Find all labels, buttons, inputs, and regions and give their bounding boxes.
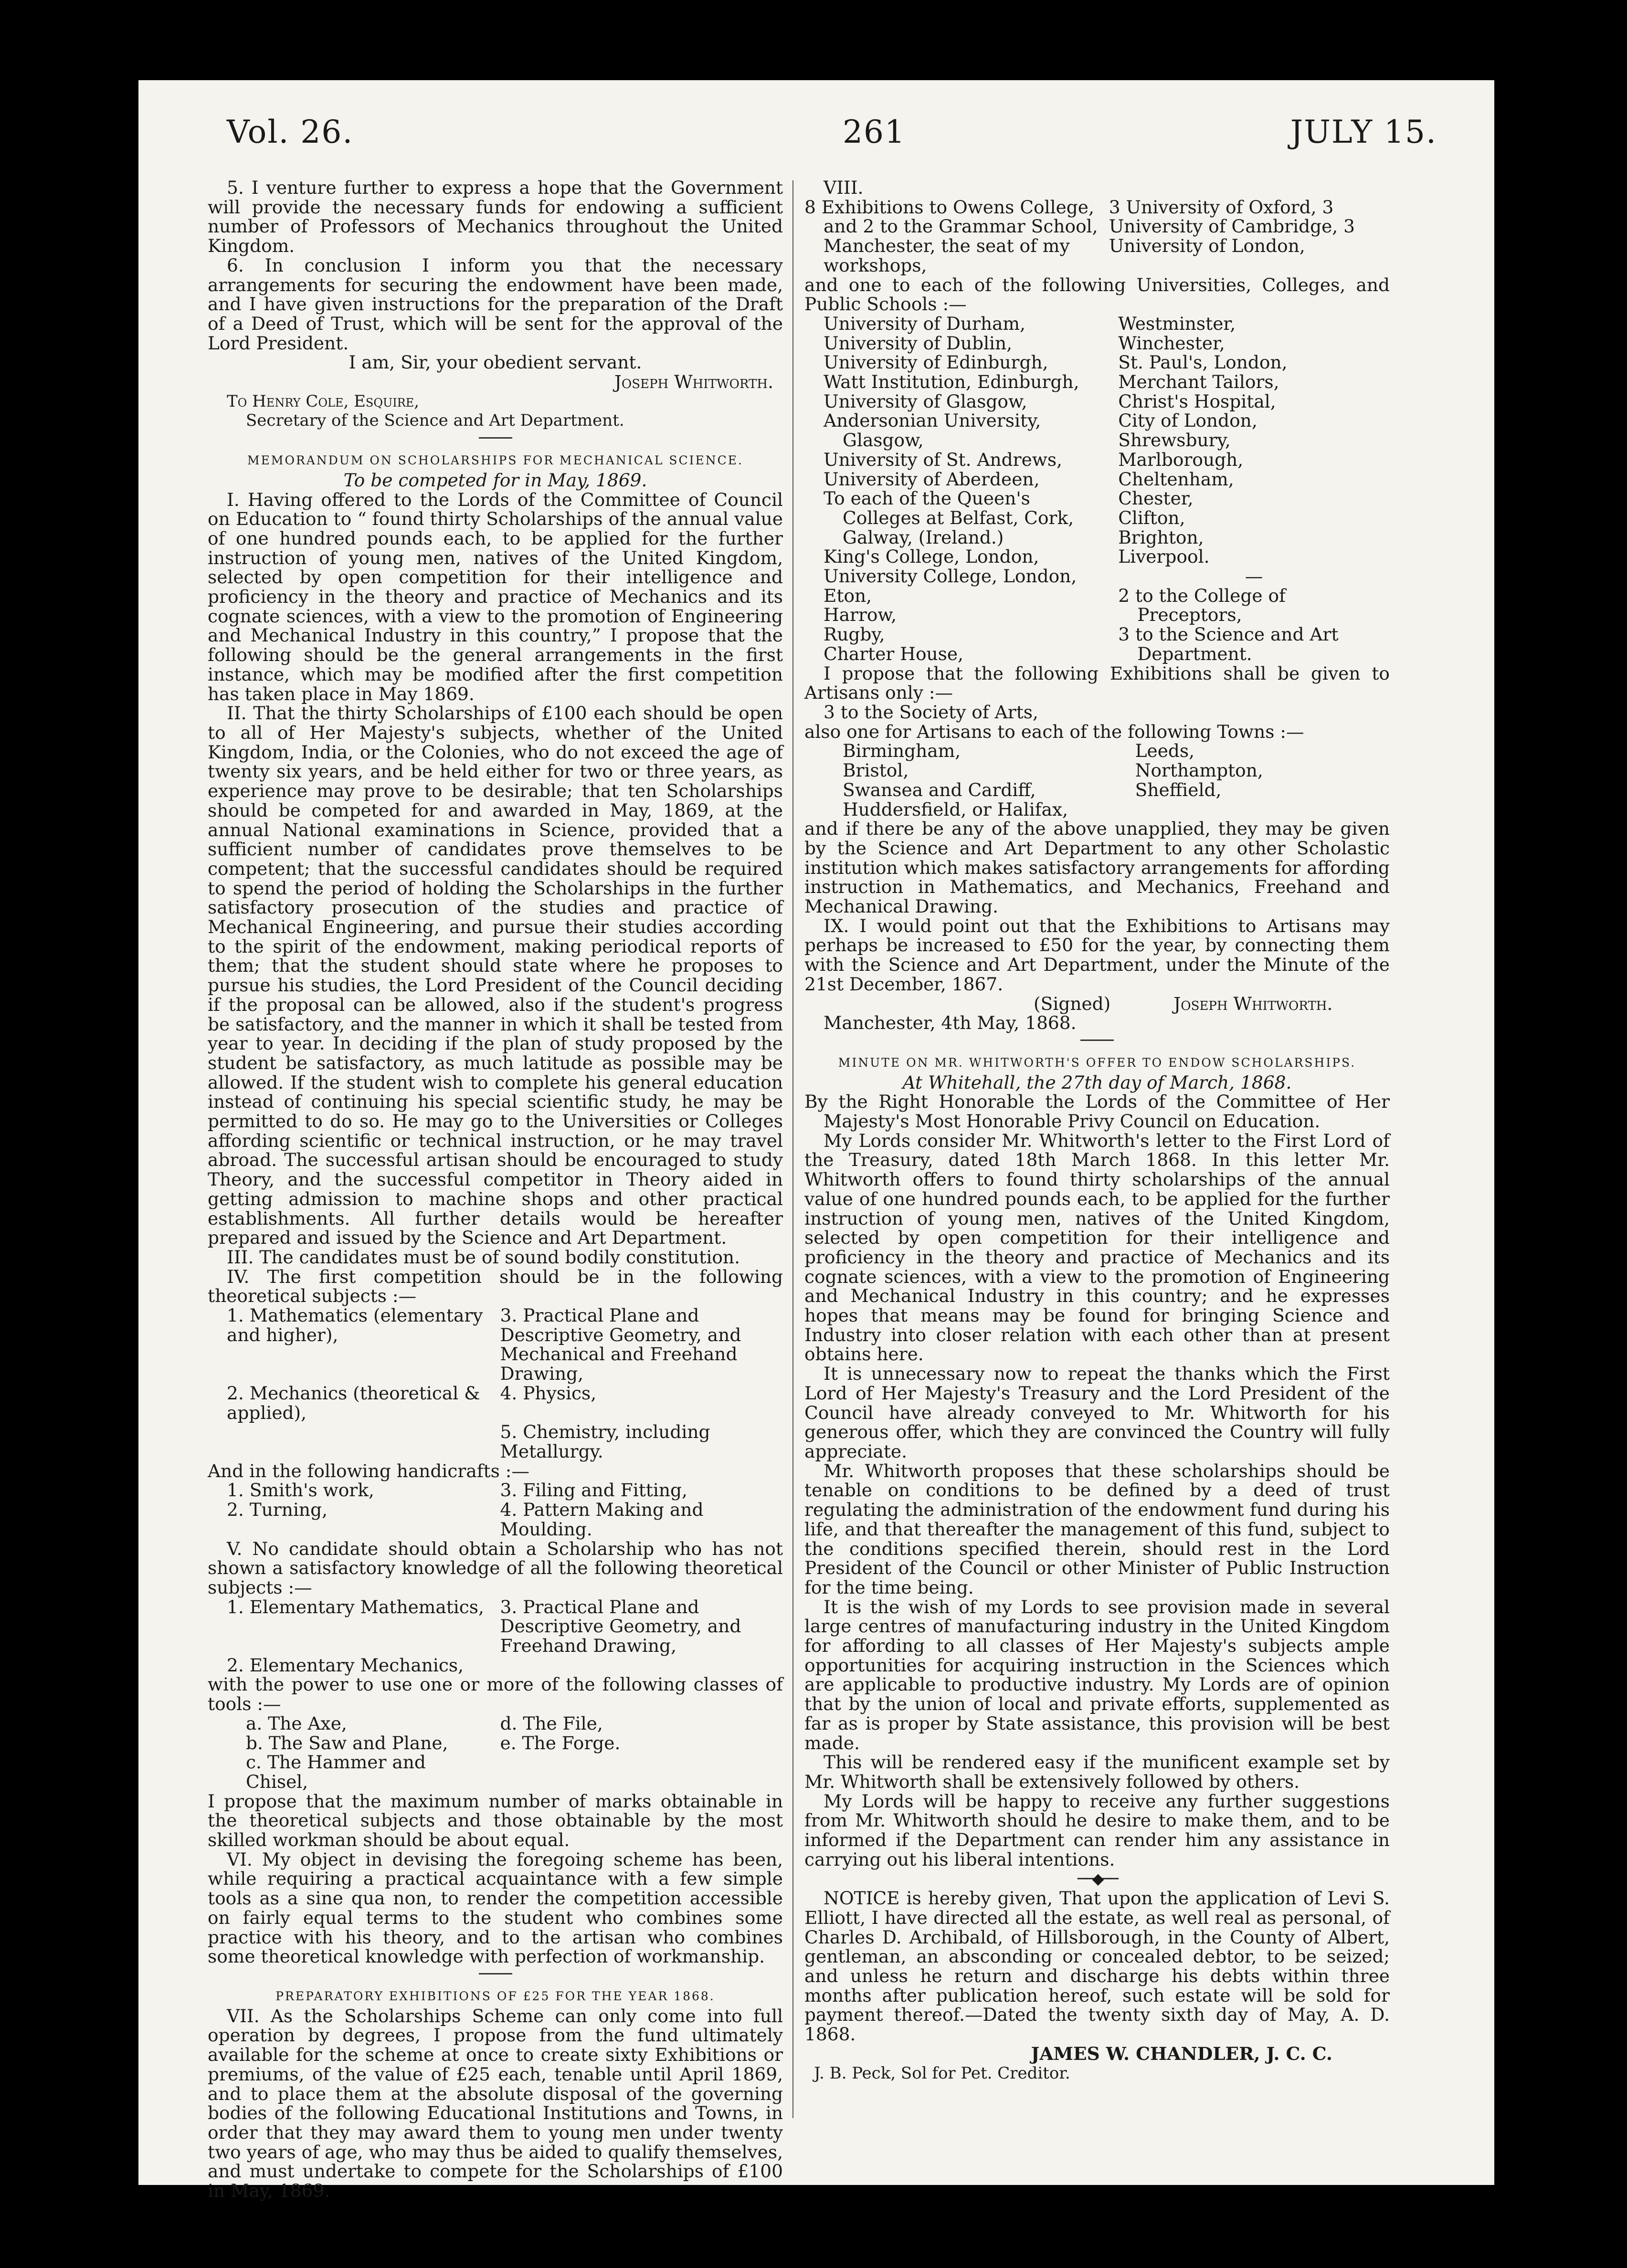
section-rule xyxy=(1080,1040,1114,1041)
minute-paragraph-3: Mr. Whitworth proposes that these scholarships should be tenable on conditions to be defined by a deed of trust regulating the administration of the endowment fund during his life, and that thereafter the management of this fund, subject to the conditions specified therein, should rest in the Lord President of the Council or other Minister of Public Instruction for the time being. xyxy=(804,1460,1390,1598)
list-item: Winchester, xyxy=(1118,332,1225,354)
page-number: 261 xyxy=(843,114,906,150)
towns-list xyxy=(804,741,1390,819)
handicrafts-intro: And in the following handicrafts :— xyxy=(208,1460,529,1481)
section-rule xyxy=(479,437,512,439)
page-header xyxy=(227,114,1437,161)
list-item: Chester, xyxy=(1118,488,1194,509)
list-item: University of Dublin, xyxy=(824,332,1013,354)
section-1: I. Having offered to the Lords of the Committee of Council on Education to “ found thirty Scholarships of the annual value of one hundred pounds each, to be applied for the further instruction of young men, natives of the United Kingdom, selected by open competition for their intelligence and proficiency in the theory and practice of Mechanics and its cognate sciences, with a view to the promotion of Engineering and Mechanical Industry in this country,” I propose that the following should be the general arrangements in the first instance, which may be modified after the first competition has taken place in May 1869. xyxy=(208,489,783,704)
list-item: 8 Exhibitions to Owens College, and 2 to the Grammar School, Manchester, the seat of my workshops, xyxy=(804,196,1098,276)
list-item: King's College, London, xyxy=(824,546,1039,567)
minute-paragraph-2: It is unnecessary now to repeat the thanks which the First Lord of Her Majesty's Treasury and the Lord President of the Council have already conveyed to Mr. Whitworth for his generous offer, which they are convinced the Country will fully appreciate. xyxy=(804,1363,1390,1462)
list-item: Harrow, xyxy=(824,604,897,626)
list-item: 4. Physics, xyxy=(500,1382,597,1404)
list-item: 3. Practical Plane and Descriptive Geometry, and Freehand Drawing, xyxy=(500,1596,741,1657)
list-item xyxy=(1135,800,1390,819)
tools-intro: with the power to use one or more of the following classes of tools :— xyxy=(208,1674,783,1715)
list-item: University of Edinburgh, xyxy=(824,352,1048,373)
list-item: Christ's Hospital, xyxy=(1118,390,1276,412)
list-item xyxy=(500,1656,783,1675)
section-6: VI. My object in devising the foregoing scheme has been, while requiring a practical acquaintance with a few simple tools as a sine qua non, to render the competition accessible on fairly equal terms to the student who combines some practice with his theory, and to the artisan who combines some theoretical knowledge with perfection of workmanship. xyxy=(208,1848,783,1967)
list-item: To each of the Queen's Colleges at Belfast, Cork, Galway, (Ireland.) xyxy=(824,488,1074,548)
list-item: Huddersfield, or Halifax, xyxy=(843,798,1068,820)
minute-authority: By the Right Honorable the Lords of the Committee of Her Majesty's Most Honorable Privy Council on Education. xyxy=(804,1091,1390,1132)
signed-name: Joseph Whitworth. xyxy=(1173,993,1333,1014)
list-item: b. The Saw and Plane, xyxy=(246,1732,448,1754)
minute-paragraph-6: My Lords will be happy to receive any further suggestions from Mr. Whitworth should he desire to make them, and to be informed if the Department can render him any assistance in carrying out his liberal intentions. xyxy=(804,1790,1390,1870)
list-item: Shrewsbury, xyxy=(1118,430,1231,451)
memorandum-subheading: To be competed for in May, 1869. xyxy=(343,469,647,491)
list-item: Merchant Tailors, xyxy=(1118,371,1279,393)
section-7: VII. As the Scholarships Scheme can only come into full operation by degrees, I propose from the fund ultimately available for the scheme at once to create sixty Exhibitions or premiums, of the value of £25 each, tenable until April 1869, and to place them at the absolute disposal of the governing bodies of the following Educational Institutions and Towns, in order that they may award them to young men under twenty two years of age, who may thus be aided to qualify themselves, and must undertake to compete for the Scholarships of £100 in May, 1869. xyxy=(208,2005,783,2202)
theoretical-subjects-list xyxy=(208,1306,783,1461)
column-divider xyxy=(792,180,793,2118)
list-item: Birmingham, xyxy=(843,740,961,762)
left-column xyxy=(208,178,783,2201)
elementary-subjects-list xyxy=(208,1597,783,1675)
list-item: 1. Smith's work, xyxy=(227,1480,374,1501)
list-item: Watt Institution, Edinburgh, xyxy=(824,371,1079,393)
list-item: 3 to the Science and Art Department. xyxy=(1118,624,1339,664)
list-item: 3. Practical Plane and Descriptive Geometry, and Mechanical and Freehand Drawing, xyxy=(500,1305,741,1385)
signed-label: (Signed) xyxy=(1034,993,1111,1014)
preparatory-heading: PREPARATORY EXHIBITIONS OF £25 FOR THE YEAR 1868. xyxy=(275,1989,715,2003)
tools-list xyxy=(208,1714,783,1792)
issue-date: JULY 15. xyxy=(1290,114,1437,150)
list-item: University of Aberdeen, xyxy=(824,468,1040,490)
handicrafts-list xyxy=(208,1480,783,1539)
notice-signature: JAMES W. CHANDLER, J. C. C. xyxy=(1031,2043,1332,2064)
minute-paragraph-1: My Lords consider Mr. Whitworth's letter to the First Lord of the Treasury, dated 18th March 1868. In this letter Mr. Whitworth offers to found thirty scholarships of the annual value of one hundred pounds each, to be applied for the further instruction of young men, natives of the United Kingdom, selected by open competition for their intelligence and proficiency in the theory and practice of Mechanics and its cognate sciences, with a view to the promotion of Engineering and Mechanical Industry in this country; and he expresses hopes that means may be found for bringing Science and Industry into closer relation with each other than at present obtains here. xyxy=(804,1130,1390,1365)
list-item: 1. Elementary Mathematics, xyxy=(227,1596,484,1617)
list-item: Brighton, xyxy=(1118,526,1204,548)
list-item: 2. Turning, xyxy=(227,1499,328,1521)
list-item: Rugby, xyxy=(824,624,885,645)
list-item: c. The Hammer and Chisel, xyxy=(246,1752,426,1792)
list-item: 1. Mathematics (elementary and higher), xyxy=(227,1305,483,1345)
list-item: 2 to the College of Preceptors, xyxy=(1118,585,1286,626)
list-item: Swansea and Cardiff, xyxy=(843,779,1036,800)
volume-label: Vol. 26. xyxy=(227,114,354,150)
list-item: d. The File, xyxy=(500,1712,603,1734)
section-2: II. That the thirty Scholarships of £100 each should be open to all of Her Majesty's subjects, whether of the United Kingdom, India, or the Colonies, who do not exceed the age of twenty six years, and be held either for two or three years, as experience may prove to be desirable; that ten Scholarships should be competed for and awarded in May, 1869, at the annual National examinations in Science, provided that a sufficient number of candidates prove themselves to be competent; that the successful candidates should be required to spend the period of holding the Scholarships in the further satisfactory prosecution of the studies and practice of Mechanical Engineering, and pursue their studies according to the spirit of the endowment, making periodical reports of them; that the student should state where he proposes to pursue his studies, the Lord President of the Council deciding if the proposal can be allowed, also if the student's progress be satisfactory, and the manner in which it shall be tested from year to year. In deciding if the plan of study proposed by the student be satisfactory, as much latitude as possible may be allowed. If the student wish to complete his general education instead of continuing his special scientific study, he may be permitted to do so. He may go to the Universities or Colleges affording scientific or technical instruction, or he may travel abroad. The successful artisan should be encouraged to study Theory, and the successful competitor in Theory aided in getting admission to machine shops and other practical establishments. All further details would be hereafter prepared and issued by the Science and Art Department. xyxy=(208,703,783,1249)
paragraph-6: 6. In conclusion I inform you that the necessary arrangements for securing the endowment have been made, and I have given instructions for the preparation of the Draft of a Deed of Trust, which will be sent for the approval of the Lord President. xyxy=(208,254,783,354)
signature-line xyxy=(804,994,1390,1014)
unapplied-paragraph: and if there be any of the above unapplied, they may be given by the Science and Art Department to any other Scholastic institution which makes satisfactory arrangements for affording instruction in Mathematics, and Mechanics, Freehand and Mechanical Drawing. xyxy=(804,818,1390,917)
list-item: University of Durham, xyxy=(824,313,1025,334)
institutions-column-right xyxy=(1118,314,1390,664)
marks-paragraph: I propose that the maximum number of marks obtainable in the theoretical subjects and those obtainable by the most skilled workman should be about equal. xyxy=(208,1790,783,1851)
section-3: III. The candidates must be of sound bodily constitution. xyxy=(227,1246,740,1268)
list-item xyxy=(208,1422,491,1461)
list-item: 2. Elementary Mechanics, xyxy=(227,1654,464,1676)
list-item: 2. Mechanics (theoretical & applied), xyxy=(227,1382,480,1423)
exhibitions-list xyxy=(804,198,1390,275)
list-item xyxy=(500,1753,783,1791)
addressee: To Henry Cole, Esquire, xyxy=(227,391,420,411)
list-item: 5. Chemistry, including Metallurgy. xyxy=(500,1421,710,1462)
section-9: IX. I would point out that the Exhibitions to Artisans may perhaps be increased to £50 for the year, by connecting them with the Science and Art Department, under the Minute of the 21st December, 1867. xyxy=(804,915,1390,995)
list-item: Eton, xyxy=(824,585,872,606)
ornament-divider: ──◆── xyxy=(1078,1869,1117,1888)
minute-subheading: At Whitehall, the 27th day of March, 1868. xyxy=(902,1071,1292,1093)
place-date: Manchester, 4th May, 1868. xyxy=(824,1012,1077,1034)
list-item: 3 University of Oxford, 3 University of Cambridge, 3 University of London, xyxy=(1109,196,1355,257)
list-item: City of London, xyxy=(1118,410,1257,431)
notice-paragraph: NOTICE is hereby given, That upon the application of Levi S. Elliott, I have directed all the estate, as well real as personal, of Charles D. Archibald, of Hillsborough, in the County of Albert, gentleman, an absconding or concealed debtor, to be seized; and unless he return and discharge his debts within three months after publication hereof, such estate will be sold for payment thereof.—Dated the twenty sixth day of May, A. D. 1868. xyxy=(804,1888,1390,2045)
list-item: Sheffield, xyxy=(1135,779,1222,800)
minute-heading: MINUTE ON MR. WHITWORTH'S OFFER TO ENDOW SCHOLARSHIPS. xyxy=(838,1055,1356,1070)
list-item: e. The Forge. xyxy=(500,1732,621,1754)
list-item: a. The Axe, xyxy=(246,1712,347,1734)
list-item: Cheltenham, xyxy=(1118,468,1234,490)
list-item: 3. Filing and Fitting, xyxy=(500,1480,687,1501)
document-page xyxy=(138,80,1494,2202)
list-item: Marlborough, xyxy=(1118,449,1244,470)
list-item: Leeds, xyxy=(1135,740,1195,762)
list-item: Clifton, xyxy=(1118,507,1185,528)
memorandum-heading: MEMORANDUM ON SCHOLARSHIPS FOR MECHANICAL SCIENCE. xyxy=(247,453,743,468)
addressee-title: Secretary of the Science and Art Department. xyxy=(246,411,624,430)
minute-paragraph-4: It is the wish of my Lords to see provision made in several large centres of manufacturing industry in the United Kingdom for affording to all classes of Her Majesty's subjects ample opportunities for acquiring instruction in the Sciences which are applicable to productive industry. My Lords are of opinion that by the union of local and private efforts, supplemented as far as is proper by State assistance, this provision will be best made. xyxy=(804,1596,1390,1754)
artisans-paragraph: I propose that the following Exhibitions shall be given to Artisans only :— xyxy=(804,662,1390,704)
minute-paragraph-5: This will be rendered easy if the munificent example set by Mr. Whitworth shall be extensively followed by others. xyxy=(804,1752,1390,1792)
list-item: Northampton, xyxy=(1135,760,1263,781)
society-of-arts: 3 to the Society of Arts, xyxy=(824,701,1038,723)
list-item: Charter House, xyxy=(824,643,964,664)
right-column xyxy=(804,178,1390,2083)
institutions-intro: and one to each of the following Universities, Colleges, and Public Schools :— xyxy=(804,274,1390,315)
institutions-column-left xyxy=(824,314,1109,664)
solicitor-line: J. B. Peck, Sol for Pet. Creditor. xyxy=(814,2063,1070,2083)
section-8: VIII. xyxy=(824,177,864,198)
list-item: University of Glasgow, xyxy=(824,390,1027,412)
list-item: 4. Pattern Making and Moulding. xyxy=(500,1499,704,1540)
list-item: Liverpool. xyxy=(1118,546,1210,567)
signer-name: Joseph Whitworth. xyxy=(614,371,773,393)
list-item: Andersonian University, Glasgow, xyxy=(824,410,1041,451)
section-5: V. No candidate should obtain a Scholarship who has not shown a satisfactory knowledge of all the following theoretical subjects :— xyxy=(208,1538,783,1598)
section-rule xyxy=(479,1973,512,1974)
list-item: Westminster, xyxy=(1118,313,1236,334)
paragraph-5: 5. I venture further to express a hope that the Government will provide the necessary funds for endowing a sufficient number of Professors of Mechanics throughout the United Kingdom. xyxy=(208,177,783,257)
list-divider: — xyxy=(1245,566,1263,587)
list-item: Bristol, xyxy=(843,760,909,781)
closing-line: I am, Sir, your obedient servant. xyxy=(349,352,642,373)
list-item: University College, London, xyxy=(824,566,1077,587)
section-4: IV. The first competition should be in the following theoretical subjects :— xyxy=(208,1266,783,1307)
towns-intro: also one for Artisans to each of the following Towns :— xyxy=(804,721,1304,742)
institutions-table xyxy=(804,314,1390,664)
list-item: University of St. Andrews, xyxy=(824,449,1063,470)
list-item: St. Paul's, London, xyxy=(1118,352,1288,373)
